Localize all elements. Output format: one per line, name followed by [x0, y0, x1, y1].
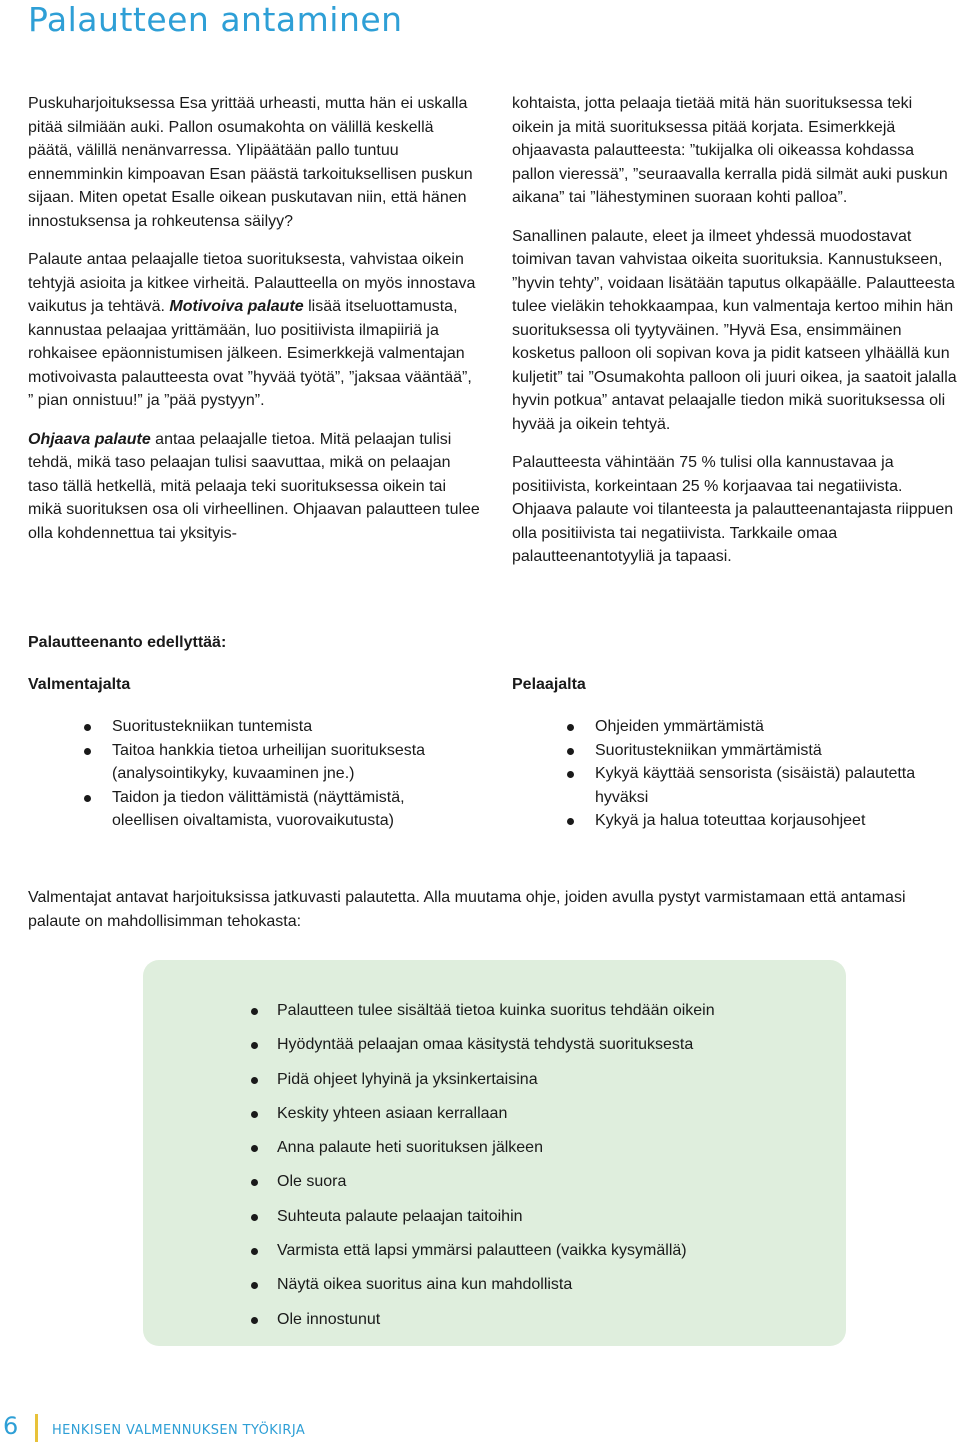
- paragraph: [512, 92, 958, 210]
- tip-item: Ole suora: [251, 1165, 831, 1199]
- tip-item: Pidä ohjeet lyhyinä ja yksinkertaisina: [251, 1063, 831, 1097]
- player-list: [567, 715, 947, 833]
- footer-divider: [35, 1414, 38, 1442]
- paragraph: [512, 451, 958, 569]
- tip-item: Varmista että lapsi ymmärsi palautteen (vaikka kysymällä): [251, 1234, 831, 1268]
- paragraph-text: antaa pelaajalle tietoa. Mitä pelaajan tulisi tehdä, mikä taso pelaajan tulisi saavuttaa, mikä on pelaajan taso tällä hetkellä, mitä pelaaja teki suorituksessa oikein tai mikä suorituksen osa oli virheellinen. Ohjaavan palautteen tulee olla kohdennettua tai yksityis-: [28, 430, 480, 542]
- paragraph-text: lisää itseluottamusta, kannustaa pelaajaa yrittämään, luo positiivista ilmapiiriä ja rohkaisee epäonnistumisen jälkeen. Esimerkkejä valmentajan motivoivasta palautteesta ovat ”hyvää työtä”, ”jaksaa vääntää”, ” pian onnistuu!” ja ”pää pystyyn”.: [28, 298, 472, 409]
- tip-item: Näytä oikea suoritus aina kun mahdollista: [251, 1268, 831, 1302]
- tip-item: Ole innostunut: [251, 1303, 831, 1337]
- paragraph-text: Palautteesta vähintään 75 % tulisi olla kannustavaa ja positiivista, korkeintaan 25 % korjaavaa tai negatiivista. Ohjaava palaute voi tilanteesta ja palautteenantajasta riippuen olla positiivista tai negatiivista. Tarkkaile omaa palautteenantotyyliä ja tapaasi.: [512, 454, 954, 565]
- page-number: 6: [3, 1412, 19, 1440]
- tips-list: [251, 994, 831, 1337]
- requirements-heading: Palautteenanto edellyttää:: [28, 634, 227, 651]
- tip-item: Keskity yhteen asiaan kerrallaan: [251, 1097, 831, 1131]
- tip-item: Palautteen tulee sisältää tietoa kuinka suoritus tehdään oikein: [251, 994, 831, 1028]
- left-column: [28, 92, 480, 560]
- tip-item: Suhteuta palaute pelaajan taitoihin: [251, 1200, 831, 1234]
- tips-box: [143, 960, 846, 1346]
- page-footer: [0, 1410, 960, 1444]
- emphasis-term: Motivoiva palaute: [169, 298, 304, 315]
- paragraph-text: Puskuharjoituksessa Esa yrittää urheasti, mutta hän ei uskalla pitää silmiään auki. Pallon osumakohta on välillä keskellä päätä, välillä nenänvarressa. Ylipäätään pallo tuntuu ennemminkin kimpoavan Esan päästä tarkoituksellisen puskun sijaan. Miten opetat Esalle oikean puskutavan niin, että hänen innostuksensa ja rohkeutensa säilyy?: [28, 95, 473, 230]
- right-column: [512, 92, 958, 584]
- tip-item: Anna palaute heti suorituksen jälkeen: [251, 1131, 831, 1165]
- paragraph: [512, 225, 958, 437]
- list-item: Ohjeiden ymmärtämistä: [567, 715, 947, 739]
- list-item: Suoritustekniikan ymmärtämistä: [567, 739, 947, 763]
- paragraph-text: Sanallinen palaute, eleet ja ilmeet yhdessä muodostavat toimivan tavan vahvistaa oikeita suorituksia. Kannustukseen, ”hyvin tehty”, voidaan lisätään taputus olkapäälle. Palautteesta tulee vieläkin tehokkaampaa, kun valmentaja kertoo mihin hän suorituksessa oli tyytyväinen. ”Hyvä Esa, ensimmäinen kosketus palloon oli sopivan kova ja pidit katseen ylhäällä kun kuljetit” tai ”Osumakohta palloon oli juuri oikea, ja saatoit jalalla hyvin potkua” antavat pelaajalle tiedon mikä suorituksessa oli hyvää ja oikein tehtyä.: [512, 227, 957, 433]
- list-item: Taitoa hankkia tietoa urheilijan suorituksesta (analysointikyky, kuvaaminen jne.): [84, 739, 464, 786]
- paragraph: [28, 92, 480, 233]
- paragraph: [28, 248, 480, 413]
- coach-heading: Valmentajalta: [28, 676, 131, 693]
- page-title: Palautteen antaminen: [28, 0, 403, 39]
- tip-item: Hyödyntää pelaajan omaa käsitystä tehdystä suorituksesta: [251, 1028, 831, 1062]
- tips-intro: Valmentajat antavat harjoituksissa jatkuvasti palautetta. Alla muutama ohje, joiden avulla pystyt varmistamaan että antamasi palaute on mahdollisimman tehokasta:: [28, 889, 906, 930]
- coach-list: [84, 715, 464, 833]
- emphasis-term: Ohjaava palaute: [28, 430, 151, 448]
- list-item: Suoritustekniikan tuntemista: [84, 715, 464, 739]
- paragraph: [28, 428, 480, 546]
- player-heading: Pelaajalta: [512, 676, 586, 693]
- list-item: Kykyä käyttää sensorista (sisäistä) palautetta hyväksi: [567, 762, 947, 809]
- paragraph-text: kohtaista, jotta pelaaja tietää mitä hän suorituksessa teki oikein ja mitä suorituksessa pitää korjata. Esimerkkejä ohjaavasta palautteesta: ”tukijalka oli oikeassa kohdassa pallon vieressä”, ”seuraavalla kerralla pidä silmät auki puskun aikana” tai ”lähestyminen suoraan kohti palloa”.: [512, 95, 948, 206]
- list-item: Kykyä ja halua toteuttaa korjausohjeet: [567, 809, 947, 833]
- list-item: Taidon ja tiedon välittämistä (näyttämistä, oleellisen oivaltamista, vuorovaikutusta): [84, 786, 464, 833]
- footer-title: HENKISEN VALMENNUKSEN TYÖKIRJA: [52, 1423, 306, 1438]
- paragraph-text: Palaute antaa pelaajalle tietoa suorituksesta, vahvistaa oikein tehtyjä asioita ja kitkee virheitä. Palautteella on myös innostava vaikutus ja tehtävä.: [28, 251, 476, 315]
